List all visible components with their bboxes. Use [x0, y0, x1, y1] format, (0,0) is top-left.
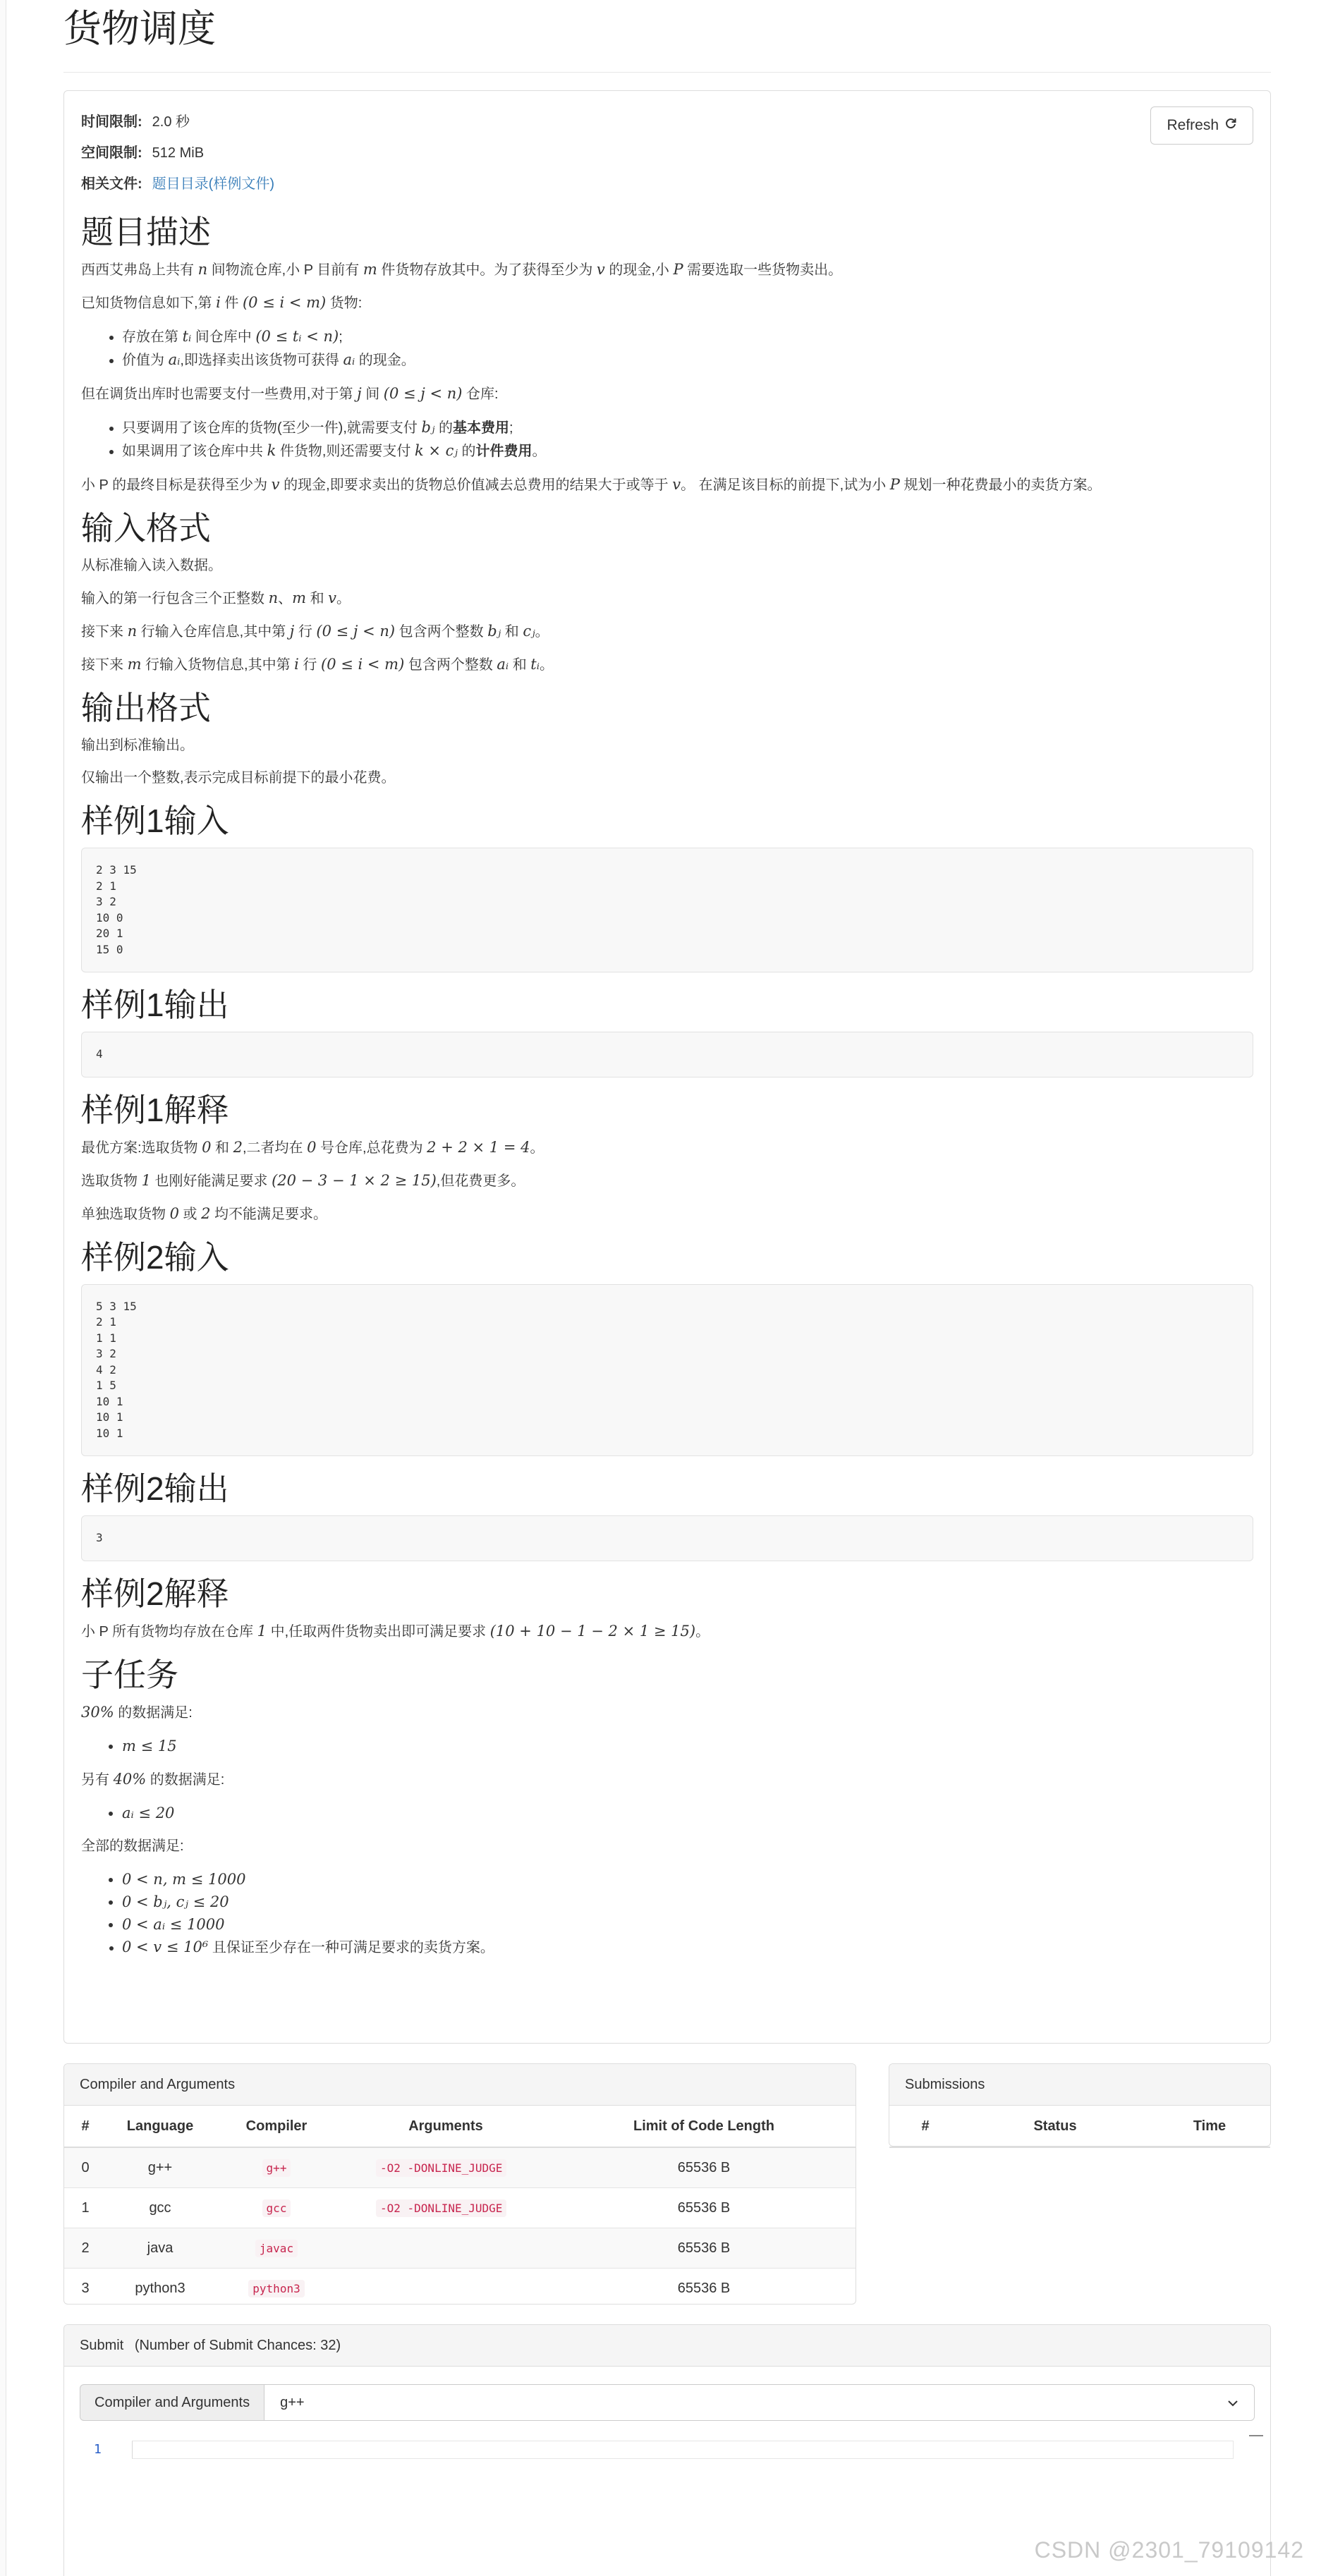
time-limit-label: 时间限制: [81, 114, 142, 130]
list-item: • 只要调用了该仓库的货物(至少一件),就需要支付 bⱼ 的基本费用; [122, 416, 1253, 439]
col-index: # [64, 2106, 106, 2147]
sample1-output-heading: 样例1输出 [81, 987, 229, 1023]
submit-title: Submit [80, 2338, 124, 2353]
list-item: • 价值为 aᵢ,即选择卖出该货物可获得 aᵢ 的现金。 [122, 348, 1253, 372]
row-index: 3 [64, 2269, 106, 2309]
table-header-row [64, 2106, 856, 2147]
related-files-link[interactable]: 题目目录(样例文件) [152, 176, 274, 192]
time-limit-value: 2.0 秒 [152, 114, 190, 130]
row-arguments: -O2 -DONLINE_JUDGE [339, 2147, 552, 2188]
list-item: • 0 < bⱼ, cⱼ ≤ 20 [122, 1891, 1253, 1913]
subtask-line-2: 另有 40% 的数据满足: [81, 1770, 225, 1788]
compiler-panel-heading: Compiler and Arguments [64, 2064, 856, 2106]
page [63, 0, 1271, 2457]
subtask-list-2 [81, 1802, 1253, 1824]
title-divider [63, 72, 1271, 73]
row-compiler: g++ [214, 2147, 339, 2188]
row-index: 1 [64, 2188, 106, 2228]
submissions-panel [889, 2063, 1271, 2147]
watermark: CSDN @2301_79109142 [1034, 2537, 1304, 2563]
sample1-explanation-1: 最优方案:选取货物 0 和 2,二者均在 0 号仓库,总花费为 2 + 2 × 1 = 4。 [81, 1138, 544, 1156]
memory-limit-row [81, 138, 1253, 169]
col-limit: Limit of Code Length [552, 2106, 856, 2147]
row-limit: 65536 B [552, 2147, 856, 2188]
col-time: Time [1149, 2106, 1270, 2147]
row-arguments [339, 2269, 552, 2309]
list-item: • m ≤ 15 [122, 1735, 1253, 1757]
sample2-explanation-1: 小 P 所有货物均存放在仓库 1 中,任取两件货物卖出即可满足要求 (10 + 10 − 1 − 2 × 1 ≥ 15)。 [81, 1622, 710, 1640]
warehouse-fee-list [81, 416, 1253, 463]
input-line-2: 输入的第一行包含三个正整数 n、m 和 v。 [81, 590, 351, 606]
sample2-explanation-heading: 样例2解释 [81, 1575, 229, 1612]
desc-paragraph-4: 小 P 的最终目标是获得至少为 v 的现金,即要求卖出的货物总价值减去总费用的结果大于或等于 v。 在满足该目标的前提下,试为小 P 规划一种花费最小的卖货方案。 [81, 476, 1102, 493]
list-item: • 存放在第 tᵢ 间仓库中 (0 ≤ tᵢ < n); [122, 325, 1253, 348]
left-edge-border [0, 0, 6, 2576]
problem-panel [63, 90, 1271, 2044]
editor-active-line[interactable] [132, 2441, 1234, 2459]
desc-paragraph-2: 已知货物信息如下,第 i 件 (0 ≤ i < m) 货物: [81, 294, 363, 311]
compiler-select-label: Compiler and Arguments [80, 2384, 264, 2421]
chevron-down-icon [1227, 2385, 1238, 2420]
compiler-select-value: g++ [280, 2395, 305, 2410]
row-compiler: python3 [214, 2269, 339, 2309]
sample2-input-heading: 样例2输入 [81, 1238, 229, 1276]
sample1-input-heading: 样例1输入 [81, 802, 229, 839]
refresh-button[interactable] [1150, 106, 1253, 145]
col-status: Status [961, 2106, 1149, 2147]
sample2-output-block: 3 [81, 1515, 1253, 1561]
row-limit: 65536 B [552, 2228, 856, 2269]
table-row [64, 2147, 856, 2188]
sample1-output-block: 4 [81, 1032, 1253, 1078]
sample1-input-block: 2 3 15 2 1 3 2 10 0 20 1 15 0 [81, 848, 1253, 972]
row-language: g++ [106, 2147, 214, 2188]
col-language: Language [106, 2106, 214, 2147]
related-files-label: 相关文件: [81, 176, 142, 192]
output-format-heading: 输出格式 [81, 690, 211, 726]
compiler-table [64, 2106, 856, 2308]
subtask-heading: 子任务 [81, 1656, 178, 1693]
related-files-row [81, 169, 1253, 200]
sample2-output-heading: 样例2输出 [81, 1470, 229, 1507]
submissions-panel-heading: Submissions [889, 2064, 1270, 2106]
description-heading: 题目描述 [81, 214, 211, 250]
list-item: • 0 < n, m ≤ 1000 [122, 1868, 1253, 1891]
subtask-line-3: 全部的数据满足: [81, 1838, 184, 1854]
list-item: • 如果调用了该仓库中共 k 件货物,则还需要支付 k × cⱼ 的计件费用。 [122, 439, 1253, 463]
submissions-table [889, 2106, 1270, 2148]
sample1-explanation-heading: 样例1解释 [81, 1091, 229, 1128]
input-format-heading: 输入格式 [81, 510, 211, 547]
memory-limit-value: 512 MiB [152, 145, 205, 161]
row-arguments [339, 2228, 552, 2269]
compiler-select-group [80, 2384, 1255, 2421]
subtask-line-1: 30% 的数据满足: [81, 1703, 193, 1721]
subtask-list-1 [81, 1735, 1253, 1757]
sample1-explanation-3: 单独选取货物 0 或 2 均不能满足要求。 [81, 1204, 327, 1222]
col-arguments: Arguments [339, 2106, 552, 2147]
input-line-3: 接下来 n 行输入仓库信息,其中第 j 行 (0 ≤ j < n) 包含两个整数 bⱼ 和 cⱼ。 [81, 623, 549, 640]
input-line-1: 从标准输入读入数据。 [81, 558, 222, 573]
col-index: # [889, 2106, 961, 2147]
compiler-select[interactable] [264, 2384, 1255, 2421]
list-item: • aᵢ ≤ 20 [122, 1802, 1253, 1824]
row-limit: 65536 B [552, 2188, 856, 2228]
row-limit: 65536 B [552, 2269, 856, 2309]
page-title: 货物调度 [63, 8, 216, 50]
sample1-explanation-2: 选取货物 1 也刚好能满足要求 (20 − 3 − 1 × 2 ≥ 15),但花费更多。 [81, 1171, 525, 1189]
submit-chances: (Number of Submit Chances: 32) [134, 2338, 341, 2353]
table-header-row [889, 2106, 1270, 2147]
line-number: 1 [94, 2442, 102, 2457]
editor-scrollbar[interactable] [1249, 2435, 1263, 2436]
table-row [64, 2228, 856, 2269]
row-index: 2 [64, 2228, 106, 2269]
output-line-1: 输出到标准输出。 [81, 738, 194, 753]
input-line-4: 接下来 m 行输入货物信息,其中第 i 行 (0 ≤ i < m) 包含两个整数 aᵢ 和 tᵢ。 [81, 656, 554, 673]
row-arguments: -O2 -DONLINE_JUDGE [339, 2188, 552, 2228]
desc-paragraph-1: 西西艾弗岛上共有 n 间物流仓库,小 P 目前有 m 件货物存放其中。为了获得至少为 v 的现金,小 P 需要选取一些货物卖出。 [81, 261, 843, 278]
memory-limit-label: 空间限制: [81, 145, 142, 161]
row-index: 0 [64, 2147, 106, 2188]
goods-list [81, 325, 1253, 372]
sample2-input-block: 5 3 15 2 1 1 1 3 2 4 2 1 5 10 1 10 1 10 1 [81, 1284, 1253, 1457]
subtask-list-3 [81, 1868, 1253, 1959]
compiler-panel [63, 2063, 856, 2305]
row-compiler: gcc [214, 2188, 339, 2228]
row-language: python3 [106, 2269, 214, 2309]
table-row [64, 2269, 856, 2309]
row-language: gcc [106, 2188, 214, 2228]
desc-paragraph-3: 但在调货出库时也需要支付一些费用,对于第 j 间 (0 ≤ j < n) 仓库: [81, 385, 499, 402]
row-language: java [106, 2228, 214, 2269]
list-item: • 0 < v ≤ 10⁶ 且保证至少存在一种可满足要求的卖货方案。 [122, 1936, 1253, 1959]
output-line-2: 仅输出一个整数,表示完成目标前提下的最小花费。 [81, 770, 396, 786]
table-row [64, 2188, 856, 2228]
refresh-label: Refresh [1167, 117, 1219, 133]
list-item: • 0 < aᵢ ≤ 1000 [122, 1913, 1253, 1936]
refresh-icon [1224, 117, 1237, 134]
submit-panel-heading [64, 2325, 1270, 2367]
col-compiler: Compiler [214, 2106, 339, 2147]
time-limit-row [81, 106, 1253, 138]
row-compiler: javac [214, 2228, 339, 2269]
